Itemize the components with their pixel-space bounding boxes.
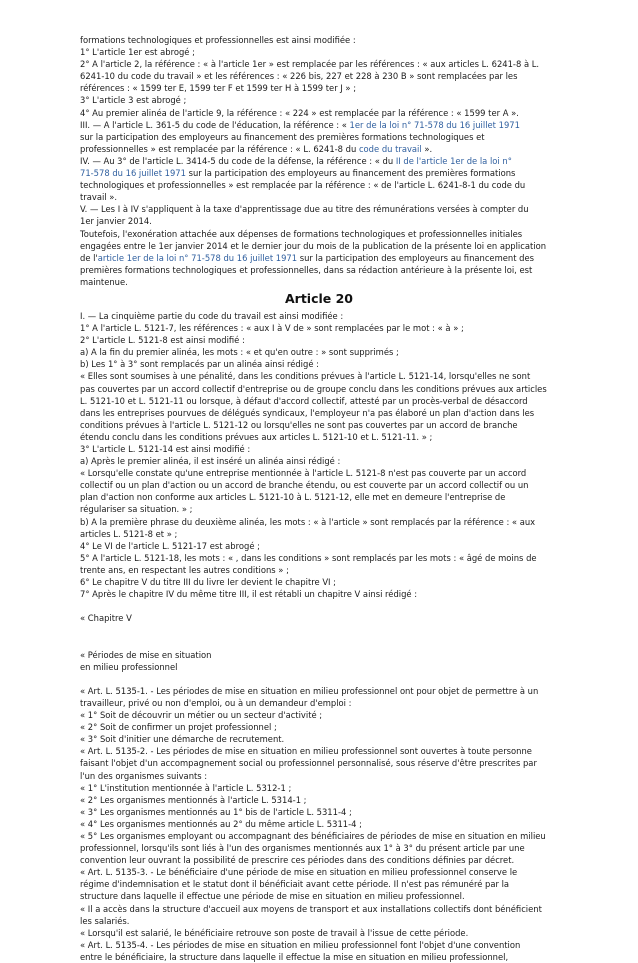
text-line: articles L. 5121-8 et » ; <box>80 528 178 539</box>
text-line: « 3° Les organismes mentionnés au 1° bis de l'article L. 5311-4 ; <box>80 806 352 817</box>
text-line: « Lorsqu'elle constate qu'une entreprise mentionnée à l'article L. 5121-8 n'est pas couverte par un accord <box>80 468 527 479</box>
text-line: 2° A l'article 2, la référence : « à l'article 1er » est remplacée par les références : « aux articles L. 6241-8 à L. <box>80 59 540 70</box>
text-line: « Périodes de mise en situation <box>80 649 212 660</box>
document-page <box>80 34 558 963</box>
text-line: sur la participation des employeurs au financement des premières formations technologiques et <box>80 131 485 142</box>
text-line: « 2° Les organismes mentionnés à l'article L. 5314-1 ; <box>80 794 307 805</box>
text-line: 5° A l'article L. 5121-18, les mots : « , dans les conditions » sont remplacés par les mots : « âgé de moins de <box>80 552 537 563</box>
text-line: trente ans, en respectant les autres conditions » ; <box>80 564 289 575</box>
text-line: « Chapitre V <box>80 613 132 624</box>
text-line: 4° Le VI de l'article L. 5121-17 est abrogé ; <box>80 540 260 551</box>
text-line: « Art. L. 5135-2. - Les périodes de mise en situation en milieu professionnel sont ouvertes à toute personne <box>80 746 532 757</box>
text-line: « 1° Soit de découvrir un métier ou un secteur d'activité ; <box>80 710 323 721</box>
text-line: « 3° Soit d'initier une démarche de recrutement. <box>80 734 285 745</box>
text-line: travailleur, privé ou non d'emploi, ou à un demandeur d'emploi : <box>80 697 352 708</box>
blank-line <box>80 600 558 612</box>
text-line: Toutefois, l'exonération attachée aux dépenses de formations technologiques et professionnelles initiales <box>80 228 523 239</box>
legal-reference-link[interactable]: 1er de la loi n° 71-578 du 16 juillet 1971 <box>349 119 520 130</box>
text-line: « Elles sont soumises à une pénalité, dans les conditions prévues à l'article L. 5121-14, lorsqu'elles ne sont <box>80 371 531 382</box>
text-line <box>80 167 558 179</box>
text-line: plan d'action non conforme aux articles L. 5121-10 à L. 5121-12, elle met en demeure l'entreprise de <box>80 492 506 503</box>
text-line: 6241-10 du code du travail » et les références : « 226 bis, 227 et 228 à 230 B » sont remplacées par les <box>80 71 518 82</box>
article-heading: Article 20 <box>284 290 354 306</box>
text-fragment: sur la participation des employeurs au financement des premières formations <box>185 168 516 179</box>
text-fragment: sur la participation des employeurs au financement des <box>297 252 534 263</box>
text-line: L. 5121-10 et L. 5121-11 ou lorsque, à défaut d'accord collectif, attesté par un procès-verbal de désaccord <box>80 395 528 406</box>
text-line: pas couvertes par un accord collectif d'entreprise ou de groupe conclu dans les conditions prévues aux articles <box>80 383 547 394</box>
text-line: convention leur ouvrant la possibilité de prescrire ces périodes dans des conditions définies par décret. <box>80 855 515 866</box>
blank-line <box>80 673 558 685</box>
text-line <box>80 155 558 167</box>
text-line: en milieu professionnel <box>80 661 178 672</box>
text-line: 1° L'article 1er est abrogé ; <box>80 47 195 58</box>
text-line: 1er janvier 2014. <box>80 216 152 227</box>
legal-reference-link[interactable]: code du travail <box>358 143 422 154</box>
text-line: conditions prévues à l'article L. 5121-12 ou lorsqu'elles ne sont pas couvertes par un accord de branche <box>80 419 518 430</box>
text-line: 4° Au premier alinéa de l'article 9, la référence : « 224 » est remplacée par la référence : « 1599 ter A ». <box>80 107 519 118</box>
text-line: maintenue. <box>80 276 128 287</box>
text-line: l'un des organismes suivants : <box>80 770 208 781</box>
text-line: « 5° Les organismes employant ou accompagnant des bénéficiaires de périodes de mise en situation en milieu <box>80 831 546 841</box>
text-line: faisant l'objet d'un accompagnement social ou professionnel personnalisé, sous réserve d'être prescrites par <box>80 758 537 769</box>
text-line: engagées entre le 1er janvier 2014 et le dernier jour du mois de la publication de la présente loi en application <box>80 240 547 251</box>
text-line <box>80 252 558 264</box>
text-line: régime d'indemnisation et le statut dont il bénéficiait avant cette période. Il n'est pas rémunéré par la <box>80 879 510 890</box>
text-line: 3° L'article L. 5121-14 est ainsi modifié : <box>80 444 251 454</box>
text-line: a) A la fin du premier alinéa, les mots : « et qu'en outre : » sont supprimés ; <box>80 347 399 358</box>
text-line: 6° Le chapitre V du titre III du livre Ier devient le chapitre VI ; <box>80 577 337 588</box>
blank-line <box>80 637 558 649</box>
text-line: professionnel, lorsqu'ils sont liés à l'un des organismes mentionnés aux 1° à 3° du présent article par une <box>80 843 525 854</box>
text-line: étendu conclu dans les conditions prévues aux articles L. 5121-10 et L. 5121-11. » ; <box>80 431 433 442</box>
text-line: entre le bénéficiaire, la structure dans laquelle il effectue la mise en situation en milieu professionnel, <box>80 951 509 962</box>
text-line: collectif ou un plan d'action ou un accord de branche étendu, ou est couverte par un accord collectif ou un <box>80 480 529 491</box>
text-line: « Art. L. 5135-3. - Le bénéficiaire d'une période de mise en situation en milieu professionnel conserve le <box>80 867 518 878</box>
text-fragment: de l' <box>80 252 98 263</box>
blank-line <box>80 624 558 636</box>
text-line: régulariser sa situation. » ; <box>80 504 193 515</box>
text-line: « Art. L. 5135-1. - Les périodes de mise en situation en milieu professionnel ont pour objet de permettre à un <box>80 685 539 696</box>
legal-reference-link[interactable]: II de l'article 1er de la loi n° <box>395 155 512 166</box>
text-line: les salariés. <box>80 915 130 926</box>
text-line: « Art. L. 5135-4. - Les périodes de mise en situation en milieu professionnel font l'objet d'une convention <box>80 939 521 950</box>
text-line: technologiques et professionnelles » est remplacée par la référence : « de l'article L. 6241-8-1 du code du <box>80 180 526 191</box>
text-line: premières formations technologiques et professionnelles, dans sa rédaction antérieure à la présente loi, est <box>80 264 533 275</box>
text-line: V. — Les I à IV s'appliquent à la taxe d'apprentissage due au titre des rémunérations versées à compter du <box>80 204 529 215</box>
legal-reference-link[interactable]: article 1er de la loi n° 71-578 du 16 juillet 1971 <box>97 252 298 263</box>
text-line: dans les entreprises pourvues de délégués syndicaux, l'employeur n'a pas élaboré un plan d'action dans les <box>80 407 535 418</box>
text-line: I. — La cinquième partie du code du travail est ainsi modifiée : <box>80 310 344 321</box>
text-line <box>80 119 558 131</box>
text-line: « 1° L'institution mentionnée à l'article L. 5312-1 ; <box>80 782 292 793</box>
text-line: 3° L'article 3 est abrogé ; <box>80 95 187 106</box>
legal-reference-link[interactable]: 71-578 du 16 juillet 1971 <box>80 168 186 179</box>
text-line: a) Après le premier alinéa, il est inséré un alinéa ainsi rédigé : <box>80 456 341 467</box>
text-line: « Il a accès dans la structure d'accueil aux moyens de transport et aux installations collectifs dont bénéficient <box>80 903 542 914</box>
text-line: 1° A l'article L. 5121-7, les références : « aux I à V de » sont remplacées par le mot : « à » ; <box>80 323 464 334</box>
text-line: travail ». <box>80 192 118 203</box>
text-line: b) Les 1° à 3° sont remplacés par un alinéa ainsi rédigé : <box>80 359 319 370</box>
text-line: 2° L'article L. 5121-8 est ainsi modifié : <box>80 335 245 346</box>
text-line: références : « 1599 ter E, 1599 ter F et 1599 ter H à 1599 ter J » ; <box>80 83 357 94</box>
text-line: 7° Après le chapitre IV du même titre III, il est rétabli un chapitre V ainsi rédigé : <box>80 589 418 600</box>
text-fragment: IV. — Au 3° de l'article L. 3414-5 du code de la défense, la référence : « du <box>80 155 396 166</box>
text-fragment: III. — A l'article L. 361-5 du code de l'éducation, la référence : « <box>80 119 350 130</box>
text-line: « 4° Les organismes mentionnés au 2° du même article L. 5311-4 ; <box>80 818 362 829</box>
text-line: « 2° Soit de confirmer un projet professionnel ; <box>80 722 277 733</box>
text-line: formations technologiques et professionnelles est ainsi modifiée : <box>80 35 356 45</box>
text-line: b) A la première phrase du deuxième alinéa, les mots : « à l'article » sont remplacés par la référence : « aux <box>80 516 536 527</box>
text-line <box>80 143 558 155</box>
text-line: « Lorsqu'il est salarié, le bénéficiaire retrouve son poste de travail à l'issue de cette période. <box>80 927 469 938</box>
text-fragment: professionnelles » est remplacée par la référence : « L. 6241-8 du <box>80 143 359 154</box>
text-fragment: ». <box>421 143 433 154</box>
text-line: structure dans laquelle il effectue une période de mise en situation en milieu professionnel. <box>80 891 465 902</box>
